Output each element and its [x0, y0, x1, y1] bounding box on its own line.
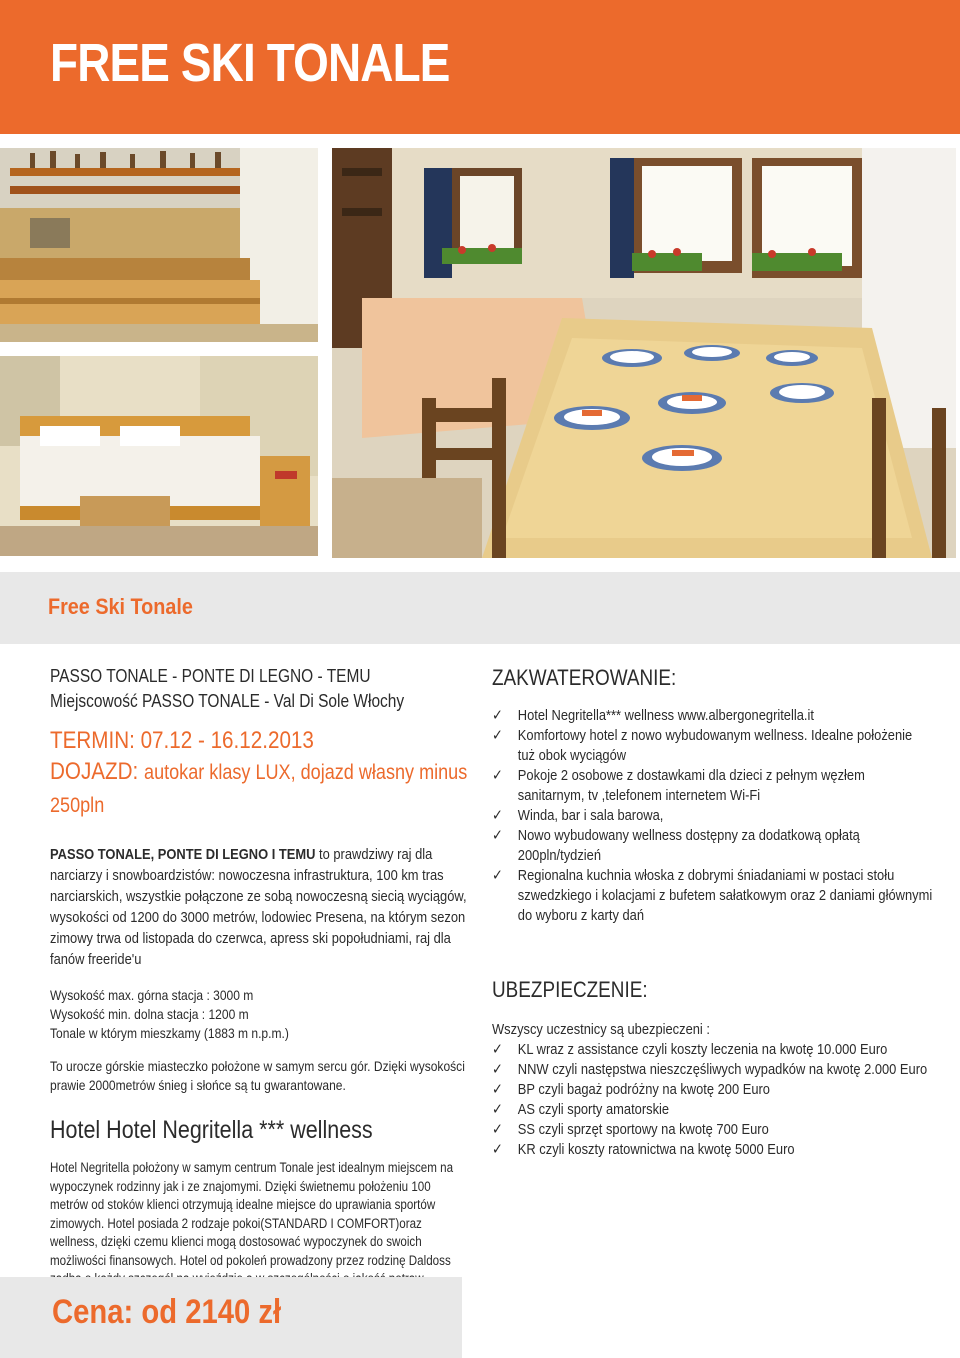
accommodation-heading: ZAKWATEROWANIE:	[492, 665, 677, 690]
check-icon: ✓	[492, 1141, 503, 1158]
page-title: FREE SKI TONALE	[50, 33, 450, 93]
section-subtitle: Free Ski Tonale	[48, 594, 193, 619]
photo-gallery	[0, 148, 960, 558]
list-item	[492, 726, 932, 766]
check-icon: ✓	[492, 1121, 503, 1138]
right-column	[492, 664, 932, 1160]
check-icon: ✓	[492, 1101, 503, 1118]
list-item-text: NNW czyli następstwa nieszczęśliwych wypadków na kwotę 2.000 Euro	[517, 1061, 928, 1078]
transport-label: DOJAZD:	[50, 758, 139, 785]
accommodation-list	[492, 706, 932, 926]
check-icon: ✓	[492, 827, 503, 844]
resort-intro-text: to prawdziwy raj dla narciarzy i snowboardzistów: nowoczesna infrastruktura, 100 km tras narciarskich, wszystkie połączone ze sobą nowoczesną siecią wyciągów, wysokości od 1200 do 3000 metrów, lodowiec Presena, na którym sezon zimowy trwa od listopada do czerwca, apress ski popołudniami, raj dla fanów freeride'u	[50, 846, 467, 968]
list-item	[492, 1100, 932, 1120]
list-item	[492, 1060, 932, 1080]
list-item	[492, 706, 932, 726]
list-item	[492, 1080, 932, 1100]
check-icon: ✓	[492, 1041, 503, 1058]
list-item-text: Nowo wybudowany wellness dostępny za dodatkową opłatą 200pln/tydzień	[517, 827, 860, 864]
term-dates: TERMIN: 07.12 - 16.12.2013	[50, 727, 314, 754]
list-item-text: KR czyli koszty ratownictwa na kwotę 5000 Euro	[517, 1141, 795, 1158]
left-column-content	[50, 664, 470, 1289]
list-item	[492, 866, 932, 926]
list-item-text: Winda, bar i sala barowa,	[517, 807, 664, 824]
insurance-intro: Wszyscy uczestnicy są ubezpieczeni :	[492, 1021, 710, 1038]
check-icon: ✓	[492, 727, 503, 744]
header-banner	[0, 0, 960, 134]
room-photo	[0, 356, 318, 556]
right-column-content	[492, 664, 932, 1160]
list-item	[492, 766, 932, 806]
list-item-text: Hotel Negritella*** wellness www.albergonegritella.it	[517, 707, 814, 724]
dining-room-photo	[332, 148, 956, 558]
list-item	[492, 1120, 932, 1140]
bar-photo	[0, 148, 318, 342]
list-item	[492, 806, 932, 826]
stat-min: Wysokość min. dolna stacja : 1200 m	[50, 1006, 249, 1022]
insurance-heading: UBEZPIECZENIE:	[492, 977, 648, 1002]
check-icon: ✓	[492, 707, 503, 724]
list-item-text: Pokoje 2 osobowe z dostawkami dla dzieci z pełnym węzłem sanitarnym, tv ,telefonem internetem Wi-Fi	[517, 767, 865, 804]
list-item-text: Regionalna kuchnia włoska z dobrymi śniadaniami w postaci stołu szwedzkiego i kolacjami z bufetem sałatkowym oraz 2 daniami głównymi do wyboru z karty dań	[517, 867, 933, 924]
list-item-text: Komfortowy hotel z nowo wybudowanym wellness. Idealne położenie tuż obok wyciągów	[517, 727, 913, 764]
list-item	[492, 1040, 932, 1060]
list-item-text: SS czyli sprzęt sportowy na kwotę 700 Euro	[517, 1121, 769, 1138]
check-icon: ✓	[492, 1061, 503, 1078]
price-label: Cena: od 2140 zł	[52, 1293, 282, 1331]
altitude-stats	[50, 986, 470, 1043]
town-description: To urocze górskie miasteczko położone w samym sercu gór. Dzięki wysokości prawie 2000metrów śnieg i słońce są tu gwarantowane.	[50, 1058, 465, 1093]
route-line: PASSO TONALE - PONTE DI LEGNO - TEMU	[50, 666, 371, 686]
insurance-list	[492, 1040, 932, 1160]
transport-line	[50, 756, 470, 822]
list-item-text: KL wraz z assistance czyli koszty leczenia na kwotę 10.000 Euro	[517, 1041, 888, 1058]
list-item	[492, 1140, 932, 1160]
check-icon: ✓	[492, 867, 503, 884]
stat-town: Tonale w którym mieszkamy (1883 m n.p.m.)	[50, 1025, 289, 1041]
stat-max: Wysokość max. górna stacja : 3000 m	[50, 987, 254, 1003]
check-icon: ✓	[492, 807, 503, 824]
check-icon: ✓	[492, 1081, 503, 1098]
hotel-heading: Hotel Hotel Negritella *** wellness	[50, 1116, 373, 1144]
resort-intro	[50, 844, 470, 970]
hotel-description: Hotel Negritella położony w samym centrum Tonale jest idealnym miejscem na wypoczynek rodzinny jak i ze znajomymi. Dzięki świetnemu położeniu 100 metrów od stoków klienci otrzymują idealne miejsce do uprawiania sportów zimowych. Hotel posiada 2 rodzaje pokoi(STANDARD I COMFORT)oraz wellness, dzięki czemu klienci mogą dostosować wypoczynek do swoich możliwości finansowych. Hotel od pokoleń prowadzony przez rodzinę Daldoss	[50, 1160, 454, 1268]
subtitle-band	[0, 572, 960, 644]
place-line: Miejscowość PASSO TONALE - Val Di Sole Włochy	[50, 691, 405, 711]
list-item	[492, 826, 932, 866]
list-item-text: BP czyli bagaż podróżny na kwotę 200 Euro	[517, 1081, 770, 1098]
price-box	[0, 1277, 462, 1358]
list-item-text: AS czyli sporty amatorskie	[517, 1101, 670, 1118]
transport-text: autokar klasy LUX, dojazd własny minus 250pln	[50, 761, 468, 817]
resort-intro-bold: PASSO TONALE, PONTE DI LEGNO I TEMU	[50, 846, 316, 863]
check-icon: ✓	[492, 767, 503, 784]
left-column	[50, 664, 470, 1289]
